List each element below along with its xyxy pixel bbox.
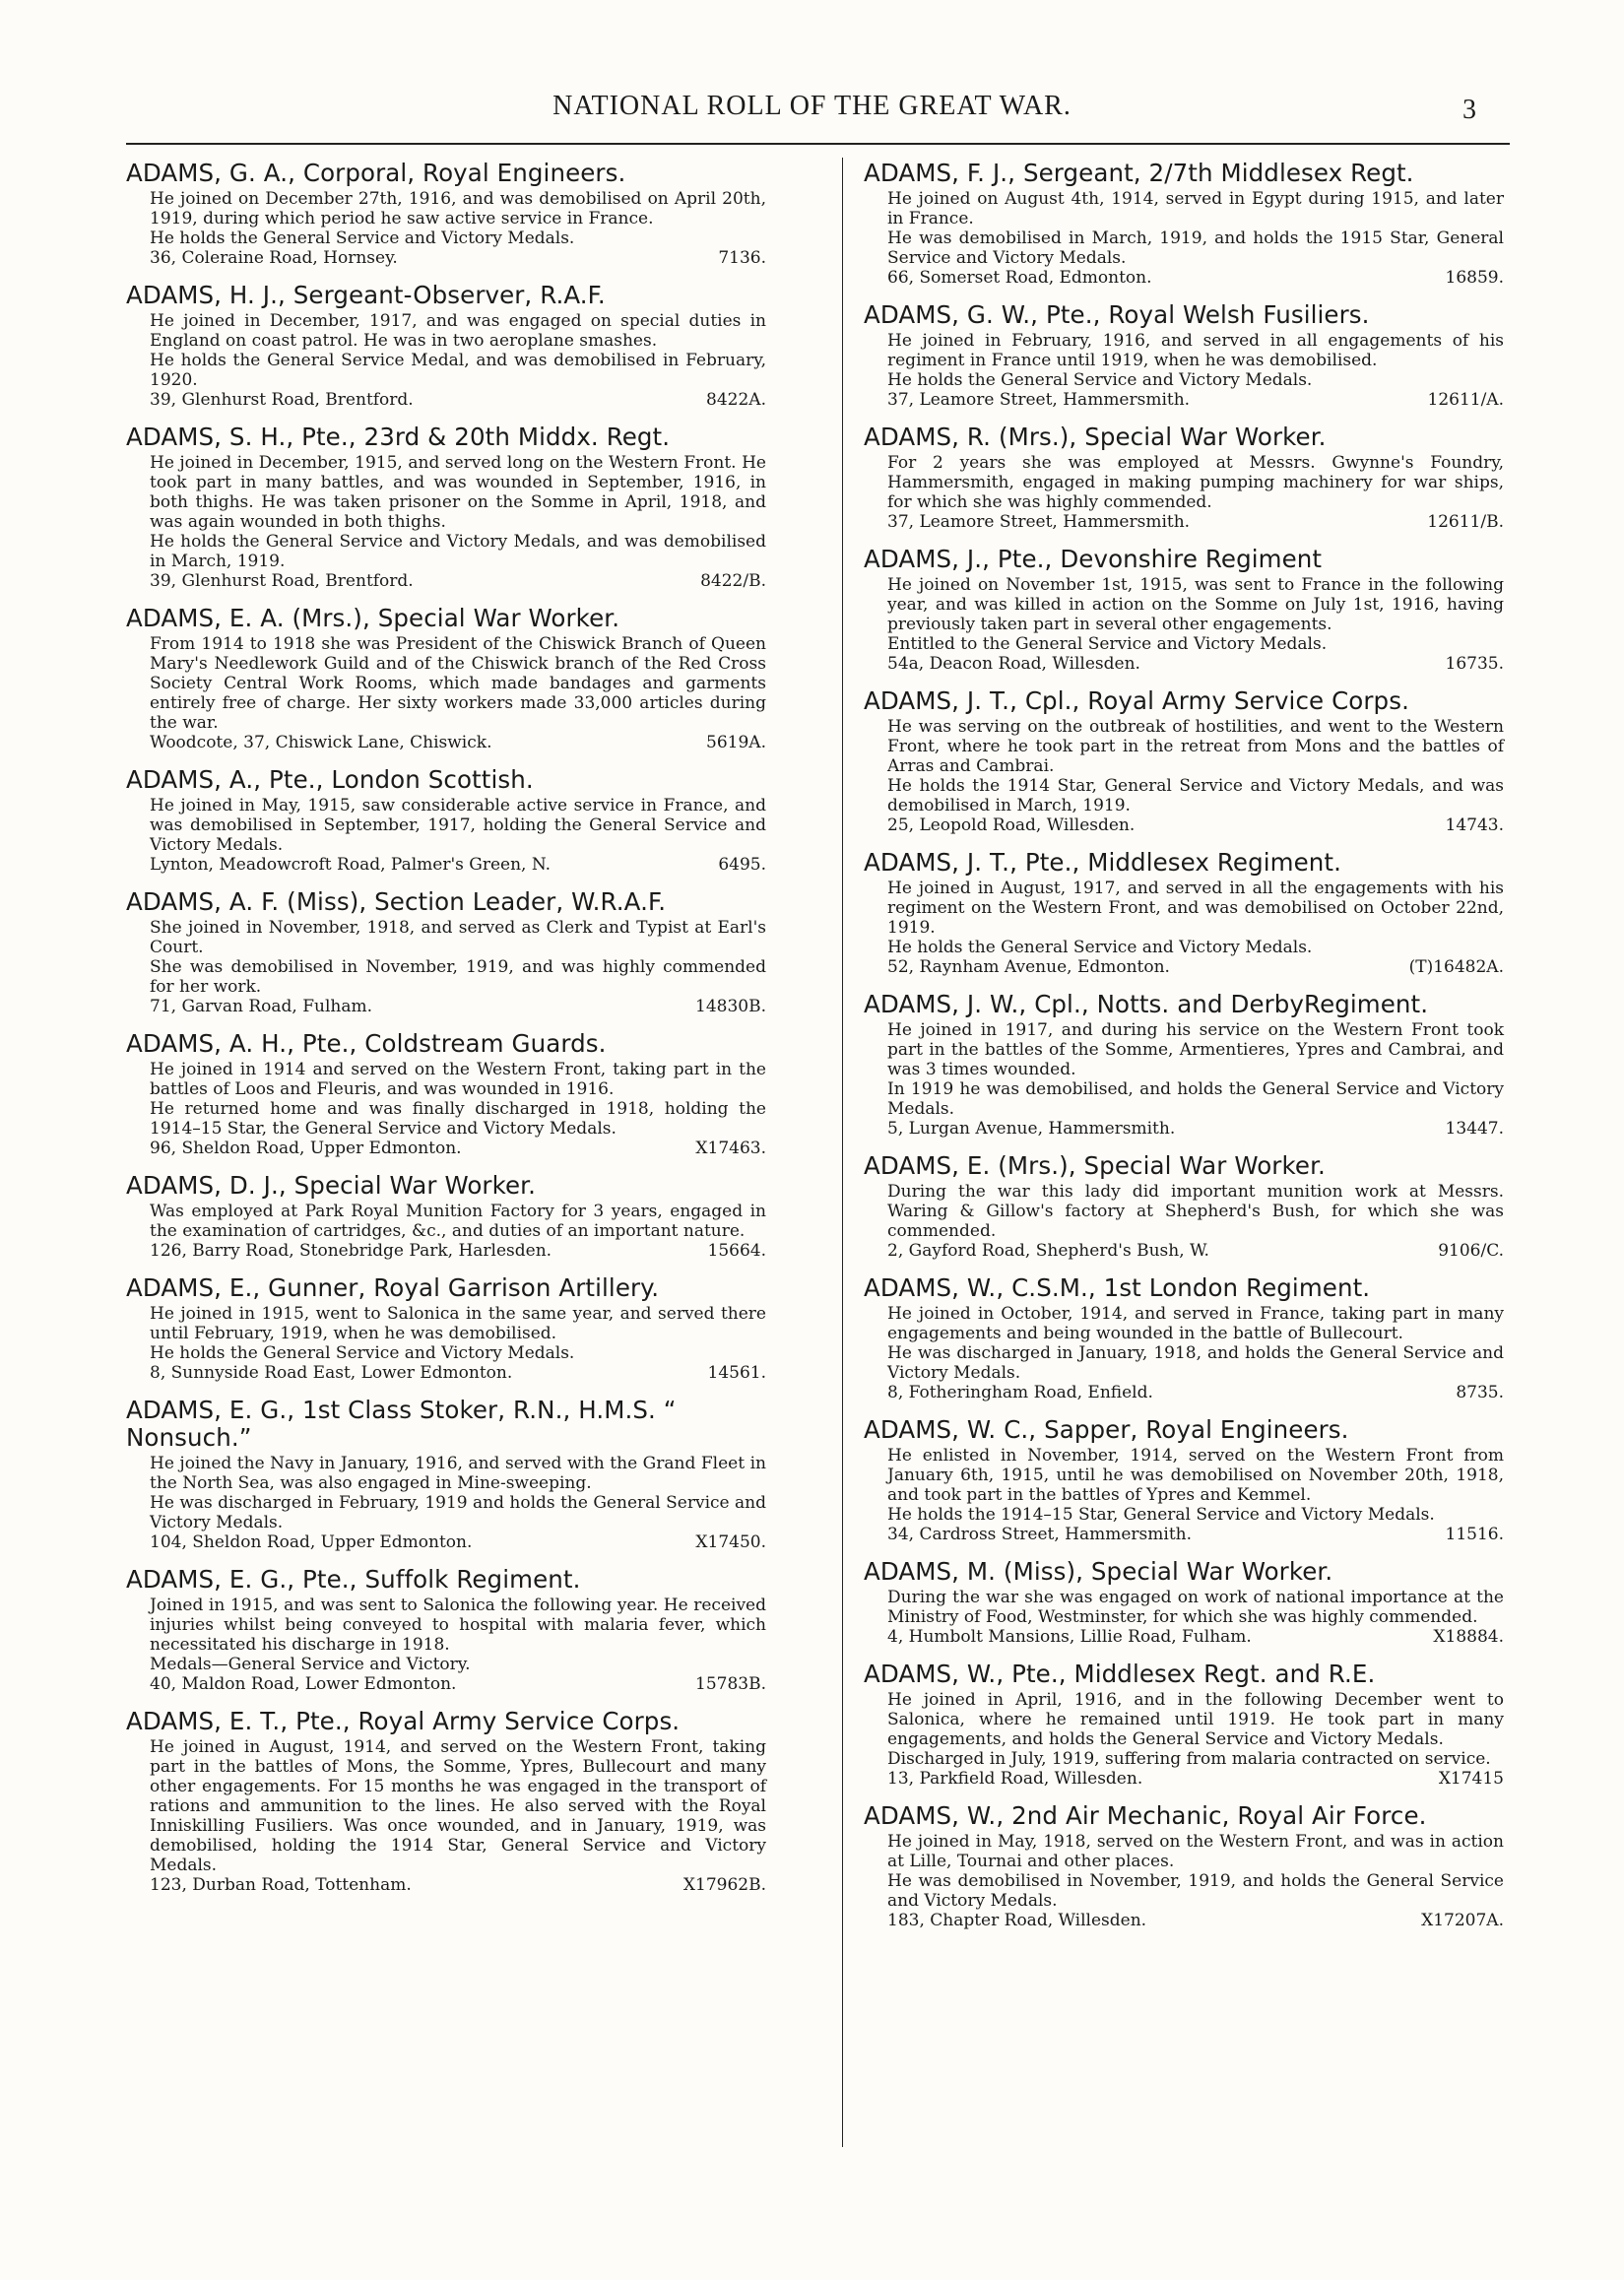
entry-description (126, 1454, 766, 1532)
entry-paragraph: She was demobilised in November, 1919, and was highly commended for her work. (150, 957, 766, 997)
entry-paragraph: During the war this lady did important munition work at Messrs. Waring & Gillow's factory at Shepherd's Bush, for which she was commended. (887, 1182, 1504, 1241)
entry-description (126, 1737, 766, 1875)
entry-name: ADAMS, E. A. (Mrs.), Special War Worker. (126, 604, 620, 632)
entry-paragraph: He holds the General Service and Victory Medals. (887, 938, 1313, 957)
entry-address: 52, Raynham Avenue, Edmonton. (887, 957, 1170, 977)
entry-address: 39, Glenhurst Road, Brentford. (150, 390, 414, 410)
entry-address: Woodcote, 37, Chiswick Lane, Chiswick. (150, 733, 492, 752)
entry-address: 4, Humbolt Mansions, Lillie Road, Fulham. (887, 1627, 1252, 1647)
entry-reference: 15664. (707, 1241, 766, 1261)
entry-description (864, 453, 1504, 512)
entry-paragraph: He was discharged in January, 1918, and holds the General Service and Victory Medals. (887, 1343, 1504, 1383)
left-column (126, 160, 766, 1909)
entry-paragraph: He joined in May, 1918, served on the Western Front, and was in action at Lille, Tournai and other places. (887, 1832, 1504, 1871)
entry-address-line (864, 957, 1504, 977)
entry-description (126, 453, 766, 571)
page-number: 3 (1462, 95, 1476, 125)
entry-paragraph: He joined on August 4th, 1914, served in Egypt during 1915, and later in France. (887, 189, 1504, 228)
entry-paragraph: He holds the General Service Medal, and was demobilised in February, 1920. (150, 351, 766, 390)
entry-address-line (864, 1911, 1504, 1930)
entry-address: 13, Parkfield Road, Willesden. (887, 1769, 1143, 1789)
entry-name: ADAMS, W., C.S.M., 1st London Regiment. (864, 1273, 1371, 1302)
entry-name: ADAMS, D. J., Special War Worker. (126, 1171, 536, 1200)
entry-description (864, 1832, 1504, 1911)
entry-reference: X17962B. (682, 1875, 766, 1895)
entry-address-line (126, 1674, 766, 1694)
entry-address: 36, Coleraine Road, Hornsey. (150, 248, 398, 268)
entry-description (126, 1202, 766, 1241)
entry-address: 104, Sheldon Road, Upper Edmonton. (150, 1532, 473, 1552)
column-divider (842, 158, 843, 2147)
entry-paragraph: He was serving on the outbreak of hostilities, and went to the Western Front, where he took part in the retreat from Mons and the battles of Arras and Cambrai. (887, 717, 1504, 776)
entry-name: ADAMS, R. (Mrs.), Special War Worker. (864, 423, 1327, 451)
entry-name: ADAMS, W., 2nd Air Mechanic, Royal Air Force. (864, 1801, 1427, 1830)
entry-name: ADAMS, E. G., 1st Class Stoker, R.N., H.M.S. “ Nonsuch.” (126, 1396, 677, 1452)
entry-name: ADAMS, A., Pte., London Scottish. (126, 765, 534, 794)
entry-description (864, 1304, 1504, 1383)
entry-paragraph: He joined on November 1st, 1915, was sent to France in the following year, and was killed in action on the Somme on July 1st, 1916, having previously taken part in several other engagements. (887, 575, 1504, 634)
entry-address: 8, Sunnyside Road East, Lower Edmonton. (150, 1363, 513, 1383)
entry-paragraph: He joined in 1917, and during his service on the Western Front took part in the battles of the Somme, Armentieres, Ypres and Cambrai, and was 3 times wounded. (887, 1020, 1504, 1079)
entry-paragraph: She joined in November, 1918, and served as Clerk and Typist at Earl's Court. (150, 918, 766, 957)
entry-paragraph: He holds the 1914–15 Star, General Service and Victory Medals. (887, 1505, 1435, 1525)
roll-entry (126, 1030, 766, 1158)
entry-address-line (126, 997, 766, 1016)
entry-paragraph: He was demobilised in November, 1919, and holds the General Service and Victory Medals. (887, 1871, 1504, 1911)
entry-paragraph: He holds the General Service and Victory Medals, and was demobilised in March, 1919. (150, 532, 766, 571)
entry-paragraph: Medals—General Service and Victory. (150, 1655, 471, 1674)
entry-description (864, 1020, 1504, 1119)
roll-entry (126, 1397, 766, 1552)
entry-address-line (126, 1363, 766, 1383)
entry-description (864, 1690, 1504, 1769)
entry-address: 40, Maldon Road, Lower Edmonton. (150, 1674, 457, 1694)
entry-description (126, 796, 766, 855)
entry-address-line (864, 1627, 1504, 1647)
entry-address: 96, Sheldon Road, Upper Edmonton. (150, 1139, 462, 1158)
entry-paragraph: He joined in August, 1914, and served on the Western Front, taking part in the battles of Mons, the Somme, Ypres, Bullecourt and many other engagements. For 15 months he was engaged in the transport of rations and ammunition to the lines. He also served with the Royal Inniskilling Fusiliers. Was once wounded, and in January, 1919, was demobilised, holding the 1914 Star, General Service and Victory Medals. (150, 1737, 766, 1875)
entry-name: ADAMS, G. W., Pte., Royal Welsh Fusiliers. (864, 300, 1370, 329)
entry-description (126, 189, 766, 248)
roll-entry (126, 1708, 766, 1895)
entry-address: Lynton, Meadowcroft Road, Palmer's Green, N. (150, 855, 552, 875)
entry-paragraph: Was employed at Park Royal Munition Factory for 3 years, engaged in the examination of cartridges, &c., and duties of an important nature. (150, 1202, 766, 1241)
entry-address-line (126, 571, 766, 591)
entry-paragraph: He holds the 1914 Star, General Service and Victory Medals, and was demobilised in March, 1919. (887, 776, 1504, 815)
entry-address-line (864, 1383, 1504, 1402)
entry-address: 2, Gayford Road, Shepherd's Bush, W. (887, 1241, 1209, 1261)
entry-address-line (864, 268, 1504, 288)
header-rule (126, 143, 1510, 145)
roll-entry (864, 1661, 1504, 1789)
entry-paragraph: He joined in December, 1915, and served long on the Western Front. He took part in many battles, and was wounded in September, 1916, in both thighs. He was taken prisoner on the Somme in April, 1918, and was again wounded in both thighs. (150, 453, 766, 532)
entry-name: ADAMS, A. H., Pte., Coldstream Guards. (126, 1029, 607, 1058)
roll-entry (864, 1152, 1504, 1261)
entry-reference: X17463. (695, 1139, 766, 1158)
entry-address-line (126, 1139, 766, 1158)
roll-entry (864, 1802, 1504, 1930)
entry-reference: (T)16482A. (1408, 957, 1504, 977)
entry-name: ADAMS, W. C., Sapper, Royal Engineers. (864, 1415, 1349, 1444)
entry-paragraph: He joined in April, 1916, and in the following December went to Salonica, where he remained until 1919. He took part in many engagements, and holds the General Service and Victory Medals. (887, 1690, 1504, 1749)
roll-entry (126, 888, 766, 1016)
entry-reference: 16859. (1445, 268, 1504, 288)
entry-paragraph: For 2 years she was employed at Messrs. Gwynne's Foundry, Hammersmith, engaged in making pumping machinery for war ships, for which she was highly commended. (887, 453, 1504, 512)
roll-entry (126, 1172, 766, 1261)
entry-address-line (864, 1769, 1504, 1789)
entry-address-line (126, 1875, 766, 1895)
entry-paragraph: He joined in 1914 and served on the Western Front, taking part in the battles of Loos and Fleuris, and was wounded in 1916. (150, 1060, 766, 1099)
entry-address: 34, Cardross Street, Hammersmith. (887, 1525, 1193, 1544)
entry-reference: 14561. (707, 1363, 766, 1383)
entry-address: 71, Garvan Road, Fulham. (150, 997, 373, 1016)
entry-address-line (864, 1119, 1504, 1139)
entry-name: ADAMS, J., Pte., Devonshire Regiment (864, 545, 1323, 573)
entry-reference: 15783B. (695, 1674, 766, 1694)
entry-address: 39, Glenhurst Road, Brentford. (150, 571, 414, 591)
roll-entry (864, 546, 1504, 674)
entry-name: ADAMS, M. (Miss), Special War Worker. (864, 1557, 1333, 1586)
roll-entry (864, 991, 1504, 1139)
entry-paragraph: Discharged in July, 1919, suffering from malaria contracted on service. (887, 1749, 1491, 1769)
entry-description (864, 331, 1504, 390)
entry-paragraph: From 1914 to 1918 she was President of the Chiswick Branch of Queen Mary's Needlework Guild and of the Chiswick branch of the Red Cross Society Central Work Rooms, which made bandages and garments entirely free of charge. Her sixty workers made 33,000 articles during the war. (150, 634, 766, 733)
entry-paragraph: During the war she was engaged on work of national importance at the Ministry of Food, Westminster, for which she was highly commended. (887, 1588, 1504, 1627)
entry-name: ADAMS, J. T., Pte., Middlesex Regiment. (864, 848, 1341, 877)
entry-paragraph: He joined on December 27th, 1916, and was demobilised on April 20th, 1919, during which period he saw active service in France. (150, 189, 766, 228)
entry-address-line (864, 1241, 1504, 1261)
entry-address: 54a, Deacon Road, Willesden. (887, 654, 1140, 674)
entry-name: ADAMS, E., Gunner, Royal Garrison Artillery. (126, 1273, 660, 1302)
entry-reference: 12611/A. (1427, 390, 1504, 410)
entry-address: 8, Fotheringham Road, Enfield. (887, 1383, 1153, 1402)
roll-entry (126, 1274, 766, 1383)
roll-entry (864, 1274, 1504, 1402)
entry-description (864, 189, 1504, 268)
entry-paragraph: He joined in October, 1914, and served in France, taking part in many engagements and being wounded in the battle of Bullecourt. (887, 1304, 1504, 1343)
roll-entry (864, 423, 1504, 532)
entry-paragraph: He was discharged in February, 1919 and holds the General Service and Victory Medals. (150, 1493, 766, 1532)
entry-reference: 11516. (1445, 1525, 1504, 1544)
entry-reference: 16735. (1445, 654, 1504, 674)
entry-address-line (864, 1525, 1504, 1544)
entry-description (126, 1304, 766, 1363)
entry-paragraph: He joined in May, 1915, saw considerable active service in France, and was demobilised in September, 1917, holding the General Service and Victory Medals. (150, 796, 766, 855)
roll-entry (864, 301, 1504, 410)
entry-address: 5, Lurgan Avenue, Hammersmith. (887, 1119, 1176, 1139)
entry-name: ADAMS, S. H., Pte., 23rd & 20th Middx. Regt. (126, 423, 671, 451)
entry-reference: 7136. (718, 248, 766, 268)
entry-address: 126, Barry Road, Stonebridge Park, Harlesden. (150, 1241, 552, 1261)
entry-paragraph: In 1919 he was demobilised, and holds the General Service and Victory Medals. (887, 1079, 1504, 1119)
entry-address: 37, Leamore Street, Hammersmith. (887, 512, 1191, 532)
entry-reference: 8422/B. (700, 571, 766, 591)
entry-description (126, 311, 766, 390)
entry-reference: X17207A. (1421, 1911, 1504, 1930)
entry-paragraph: He joined in February, 1916, and served in all engagements of his regiment in France until 1919, when he was demobilised. (887, 331, 1504, 370)
roll-entry (126, 282, 766, 410)
entry-description (126, 634, 766, 733)
entry-reference: 12611/B. (1427, 512, 1504, 532)
roll-entry (864, 687, 1504, 835)
roll-entry (126, 160, 766, 268)
entry-address-line (126, 733, 766, 752)
entry-description (864, 1588, 1504, 1627)
entry-name: ADAMS, A. F. (Miss), Section Leader, W.R.A.F. (126, 887, 667, 916)
entry-description (126, 918, 766, 997)
entry-reference: X17450. (695, 1532, 766, 1552)
entry-address: 37, Leamore Street, Hammersmith. (887, 390, 1191, 410)
entry-address-line (126, 855, 766, 875)
entry-paragraph: He holds the General Service and Victory Medals. (887, 370, 1313, 390)
entry-name: ADAMS, E. T., Pte., Royal Army Service Corps. (126, 1707, 681, 1735)
roll-entry (126, 766, 766, 875)
entry-paragraph: Joined in 1915, and was sent to Salonica the following year. He received injuries whilst being conveyed to hospital with malaria fever, which necessitated his discharge in 1918. (150, 1596, 766, 1655)
entry-name: ADAMS, F. J., Sergeant, 2/7th Middlesex Regt. (864, 159, 1414, 187)
roll-entry (864, 1416, 1504, 1544)
entry-description (126, 1596, 766, 1674)
entry-reference: 8422A. (706, 390, 766, 410)
entry-address-line (864, 390, 1504, 410)
entry-address: 25, Leopold Road, Willesden. (887, 815, 1136, 835)
entry-name: ADAMS, J. W., Cpl., Notts. and DerbyRegiment. (864, 990, 1429, 1018)
entry-address-line (864, 512, 1504, 532)
entry-paragraph: He returned home and was finally discharged in 1918, holding the 1914–15 Star, the General Service and Victory Medals. (150, 1099, 766, 1139)
entry-address-line (864, 654, 1504, 674)
roll-entry (126, 423, 766, 591)
entry-description (864, 717, 1504, 815)
entry-reference: X18884. (1433, 1627, 1504, 1647)
roll-entry (864, 160, 1504, 288)
entry-address-line (126, 1241, 766, 1261)
entry-paragraph: He was demobilised in March, 1919, and holds the 1915 Star, General Service and Victory Medals. (887, 228, 1504, 268)
entry-reference: 9106/C. (1438, 1241, 1504, 1261)
entry-paragraph: He joined in 1915, went to Salonica in the same year, and served there until February, 1919, when he was demobilised. (150, 1304, 766, 1343)
entry-name: ADAMS, W., Pte., Middlesex Regt. and R.E. (864, 1660, 1376, 1688)
entry-description (864, 1446, 1504, 1525)
page-title: NATIONAL ROLL OF THE GREAT WAR. (552, 91, 1072, 121)
roll-entry (126, 1566, 766, 1694)
entry-description (864, 879, 1504, 957)
entry-address-line (126, 1532, 766, 1552)
entry-reference: 13447. (1445, 1119, 1504, 1139)
entry-name: ADAMS, E. G., Pte., Suffolk Regiment. (126, 1565, 581, 1594)
entry-paragraph: Entitled to the General Service and Victory Medals. (887, 634, 1328, 654)
entry-name: ADAMS, H. J., Sergeant-Observer, R.A.F. (126, 281, 606, 309)
entry-reference: 5619A. (706, 733, 766, 752)
entry-reference: 6495. (718, 855, 766, 875)
right-column (864, 160, 1504, 1944)
roll-entry (864, 849, 1504, 977)
entry-paragraph: He joined in August, 1917, and served in all the engagements with his regiment on the Western Front, and was demobilised on October 22nd, 1919. (887, 879, 1504, 938)
entry-name: ADAMS, G. A., Corporal, Royal Engineers. (126, 159, 626, 187)
entry-address: 123, Durban Road, Tottenham. (150, 1875, 412, 1895)
roll-entry (126, 605, 766, 752)
roll-entry (864, 1558, 1504, 1647)
entry-paragraph: He joined the Navy in January, 1916, and served with the Grand Fleet in the North Sea, was also engaged in Mine-sweeping. (150, 1454, 766, 1493)
entry-address-line (126, 390, 766, 410)
entry-paragraph: He joined in December, 1917, and was engaged on special duties in England on coast patrol. He was in two aeroplane smashes. (150, 311, 766, 351)
entry-name: ADAMS, E. (Mrs.), Special War Worker. (864, 1151, 1326, 1180)
entry-address: 183, Chapter Road, Willesden. (887, 1911, 1147, 1930)
entry-reference: 14830B. (695, 997, 766, 1016)
entry-reference: 14743. (1445, 815, 1504, 835)
entry-address-line (864, 815, 1504, 835)
entry-description (126, 1060, 766, 1139)
entry-paragraph: He enlisted in November, 1914, served on the Western Front from January 6th, 1915, until he was demobilised on November 20th, 1918, and took part in the battles of Ypres and Kemmel. (887, 1446, 1504, 1505)
entry-reference: X17415 (1438, 1769, 1504, 1789)
entry-description (864, 1182, 1504, 1241)
entry-address-line (126, 248, 766, 268)
entry-paragraph: He holds the General Service and Victory Medals. (150, 1343, 575, 1363)
entry-description (864, 575, 1504, 654)
entry-name: ADAMS, J. T., Cpl., Royal Army Service Corps. (864, 686, 1409, 715)
entry-address: 66, Somerset Road, Edmonton. (887, 268, 1152, 288)
entry-reference: 8735. (1456, 1383, 1504, 1402)
entry-paragraph: He holds the General Service and Victory Medals. (150, 228, 575, 248)
